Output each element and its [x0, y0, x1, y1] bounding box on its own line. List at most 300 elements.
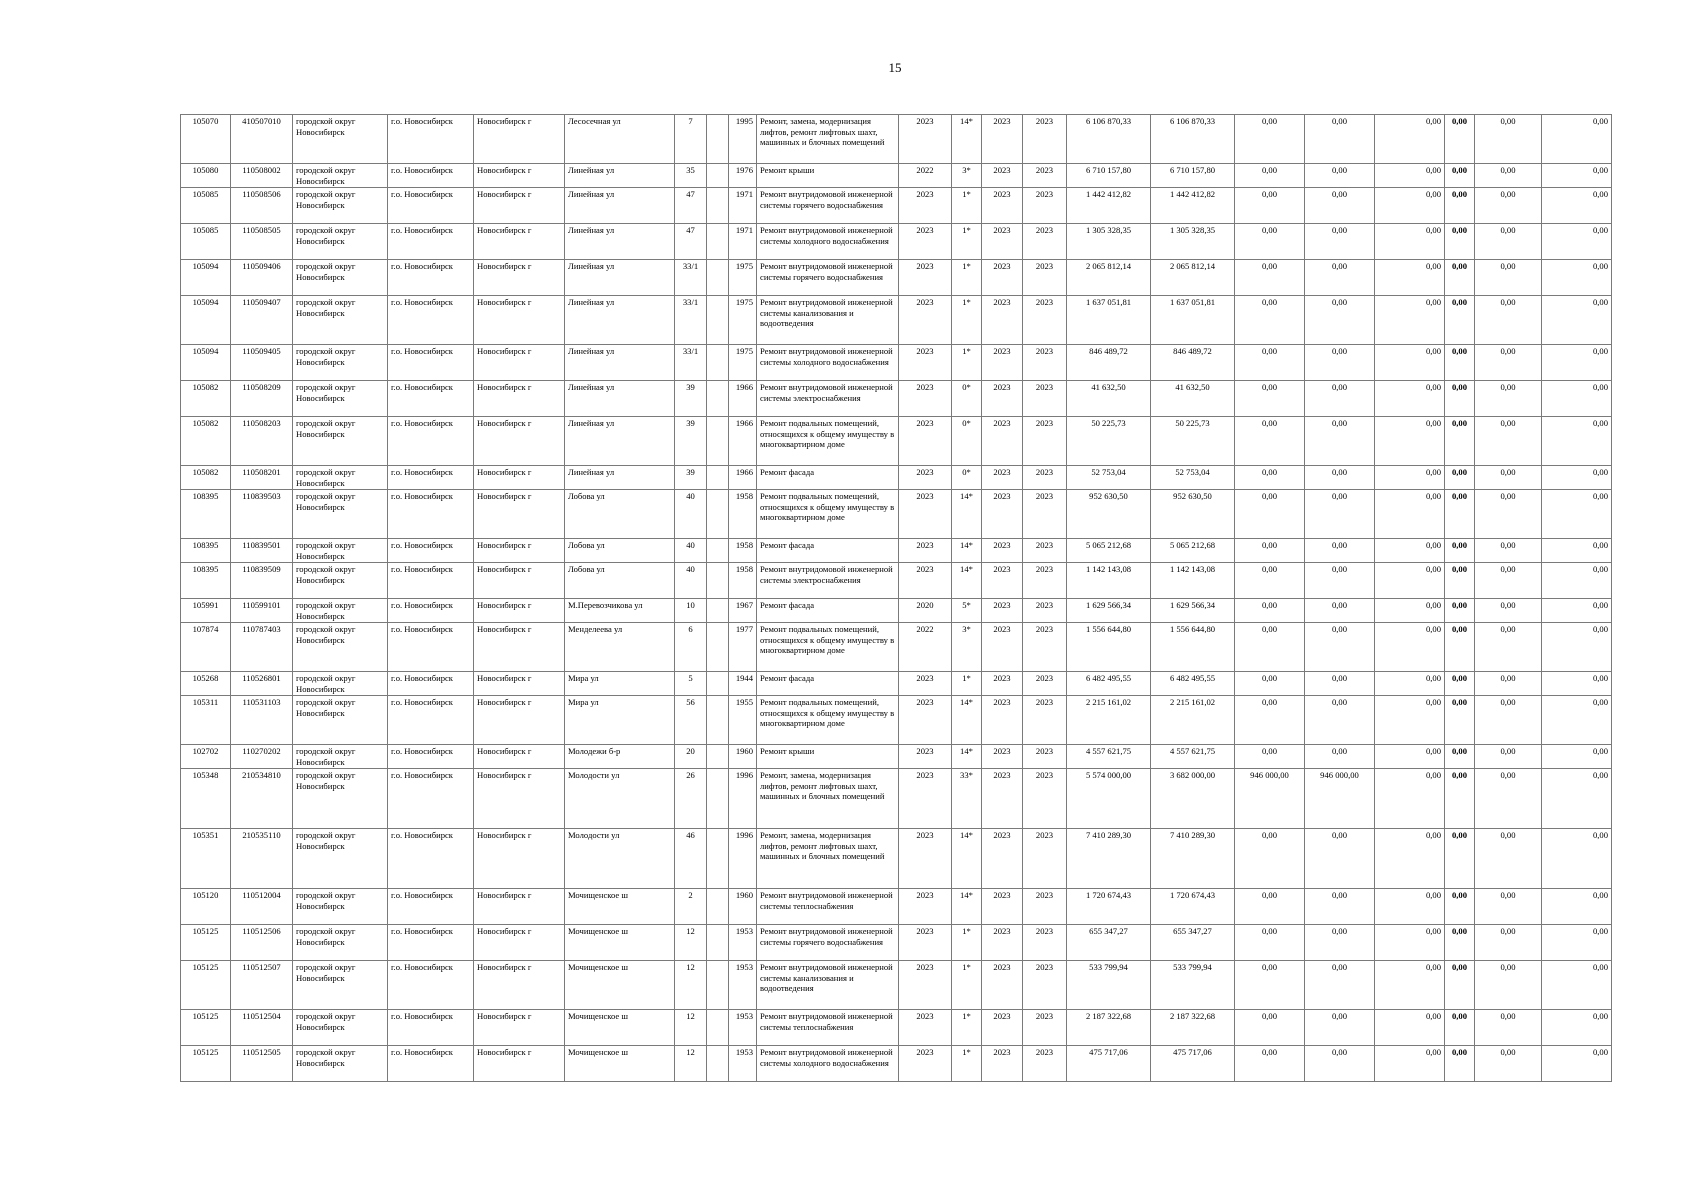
row-extra	[707, 889, 729, 925]
row-code: 110599101	[231, 599, 293, 623]
row-plan-year: 2022	[899, 623, 952, 672]
row-street: Менделеева ул	[565, 623, 675, 672]
row-house: 35	[675, 164, 707, 188]
row-code: 110508203	[231, 417, 293, 466]
row-v4: 0,00	[1445, 1010, 1475, 1046]
row-year: 1976	[729, 164, 757, 188]
row-v1: 0,00	[1235, 466, 1305, 490]
row-num: 0*	[952, 381, 982, 417]
row-num: 14*	[952, 889, 982, 925]
row-code: 110512506	[231, 925, 293, 961]
row-v6: 0,00	[1542, 490, 1612, 539]
row-v5: 0,00	[1475, 623, 1542, 672]
row-cost: 1 442 412,82	[1067, 188, 1151, 224]
table-row	[181, 769, 1612, 829]
table-row	[181, 260, 1612, 296]
row-v4: 0,00	[1445, 381, 1475, 417]
row-v5: 0,00	[1475, 769, 1542, 829]
row-num: 1*	[952, 672, 982, 696]
row-v3: 0,00	[1375, 961, 1445, 1010]
row-cost: 50 225,73	[1067, 417, 1151, 466]
row-city: Новосибирск г	[474, 925, 565, 961]
row-street: Лесосечная ул	[565, 115, 675, 164]
row-code: 110509406	[231, 260, 293, 296]
row-extra	[707, 563, 729, 599]
row-num: 14*	[952, 539, 982, 563]
row-v2: 0,00	[1305, 164, 1375, 188]
row-v2: 0,00	[1305, 224, 1375, 260]
row-cost: 6 482 495,55	[1067, 672, 1151, 696]
row-v3: 0,00	[1375, 563, 1445, 599]
row-v1: 0,00	[1235, 1010, 1305, 1046]
row-code: 410507010	[231, 115, 293, 164]
row-num: 1*	[952, 925, 982, 961]
row-v2: 0,00	[1305, 345, 1375, 381]
row-end-year: 2023	[1023, 1046, 1067, 1082]
row-house: 26	[675, 769, 707, 829]
row-v3: 0,00	[1375, 1046, 1445, 1082]
row-id: 108395	[181, 490, 231, 539]
row-work: Ремонт, замена, модернизация лифтов, ремонт лифтовых шахт, машинных и блочных помещений	[757, 769, 899, 829]
row-v3: 0,00	[1375, 696, 1445, 745]
row-v3: 0,00	[1375, 224, 1445, 260]
row-v1: 0,00	[1235, 1046, 1305, 1082]
row-city: Новосибирск г	[474, 696, 565, 745]
row-okrug: городской округ Новосибирск	[293, 539, 388, 563]
row-num: 1*	[952, 345, 982, 381]
row-v3: 0,00	[1375, 164, 1445, 188]
row-plan-year: 2023	[899, 381, 952, 417]
table-row	[181, 466, 1612, 490]
row-v6: 0,00	[1542, 224, 1612, 260]
row-street: Мочищенское ш	[565, 889, 675, 925]
table-row	[181, 115, 1612, 164]
row-cost: 6 106 870,33	[1067, 115, 1151, 164]
row-v2: 0,00	[1305, 672, 1375, 696]
row-v3: 0,00	[1375, 466, 1445, 490]
row-id: 105094	[181, 260, 231, 296]
row-fund: 1 720 674,43	[1151, 889, 1235, 925]
row-house: 6	[675, 623, 707, 672]
row-cost: 41 632,50	[1067, 381, 1151, 417]
row-go: г.о. Новосибирск	[388, 925, 474, 961]
row-extra	[707, 539, 729, 563]
row-v4: 0,00	[1445, 829, 1475, 889]
row-code: 110509405	[231, 345, 293, 381]
row-extra	[707, 745, 729, 769]
row-end-year: 2023	[1023, 417, 1067, 466]
row-city: Новосибирск г	[474, 539, 565, 563]
row-v4: 0,00	[1445, 925, 1475, 961]
row-v4: 0,00	[1445, 188, 1475, 224]
row-v2: 0,00	[1305, 417, 1375, 466]
row-city: Новосибирск г	[474, 769, 565, 829]
row-code: 110508201	[231, 466, 293, 490]
row-work: Ремонт фасада	[757, 599, 899, 623]
row-city: Новосибирск г	[474, 889, 565, 925]
row-start-year: 2023	[982, 563, 1023, 599]
row-extra	[707, 490, 729, 539]
row-cost: 1 305 328,35	[1067, 224, 1151, 260]
row-start-year: 2023	[982, 961, 1023, 1010]
row-v5: 0,00	[1475, 164, 1542, 188]
row-work: Ремонт внутридомовой инженерной системы теплоснабжения	[757, 889, 899, 925]
row-go: г.о. Новосибирск	[388, 115, 474, 164]
row-v1: 0,00	[1235, 115, 1305, 164]
row-id: 105268	[181, 672, 231, 696]
row-street: Мочищенское ш	[565, 1046, 675, 1082]
row-code: 110508002	[231, 164, 293, 188]
row-end-year: 2023	[1023, 260, 1067, 296]
table-row	[181, 345, 1612, 381]
row-v1: 946 000,00	[1235, 769, 1305, 829]
row-year: 1953	[729, 961, 757, 1010]
row-okrug: городской округ Новосибирск	[293, 417, 388, 466]
row-go: г.о. Новосибирск	[388, 745, 474, 769]
row-v1: 0,00	[1235, 696, 1305, 745]
row-id: 105094	[181, 296, 231, 345]
row-fund: 2 065 812,14	[1151, 260, 1235, 296]
row-v1: 0,00	[1235, 563, 1305, 599]
row-plan-year: 2023	[899, 296, 952, 345]
row-v5: 0,00	[1475, 466, 1542, 490]
row-go: г.о. Новосибирск	[388, 1046, 474, 1082]
row-year: 1944	[729, 672, 757, 696]
row-num: 1*	[952, 1010, 982, 1046]
row-end-year: 2023	[1023, 164, 1067, 188]
row-street: Молодости ул	[565, 769, 675, 829]
row-v6: 0,00	[1542, 696, 1612, 745]
row-v6: 0,00	[1542, 672, 1612, 696]
row-end-year: 2023	[1023, 925, 1067, 961]
row-go: г.о. Новосибирск	[388, 345, 474, 381]
row-id: 105125	[181, 1010, 231, 1046]
row-street: М.Перевозчикова ул	[565, 599, 675, 623]
row-cost: 5 574 000,00	[1067, 769, 1151, 829]
row-v2: 0,00	[1305, 1046, 1375, 1082]
row-okrug: городской округ Новосибирск	[293, 623, 388, 672]
row-go: г.о. Новосибирск	[388, 961, 474, 1010]
row-extra	[707, 769, 729, 829]
row-v1: 0,00	[1235, 490, 1305, 539]
row-v6: 0,00	[1542, 1046, 1612, 1082]
row-v3: 0,00	[1375, 672, 1445, 696]
row-go: г.о. Новосибирск	[388, 490, 474, 539]
row-v1: 0,00	[1235, 260, 1305, 296]
page-number: 15	[888, 60, 902, 75]
row-house: 33/1	[675, 345, 707, 381]
row-street: Мира ул	[565, 672, 675, 696]
row-v1: 0,00	[1235, 745, 1305, 769]
row-end-year: 2023	[1023, 224, 1067, 260]
row-cost: 1 556 644,80	[1067, 623, 1151, 672]
row-street: Линейная ул	[565, 381, 675, 417]
row-id: 105348	[181, 769, 231, 829]
row-v4: 0,00	[1445, 672, 1475, 696]
row-v3: 0,00	[1375, 889, 1445, 925]
row-work: Ремонт внутридомовой инженерной системы электроснабжения	[757, 381, 899, 417]
row-city: Новосибирск г	[474, 345, 565, 381]
row-fund: 475 717,06	[1151, 1046, 1235, 1082]
row-num: 1*	[952, 188, 982, 224]
row-v6: 0,00	[1542, 115, 1612, 164]
row-end-year: 2023	[1023, 745, 1067, 769]
row-year: 1966	[729, 417, 757, 466]
row-city: Новосибирск г	[474, 829, 565, 889]
row-v1: 0,00	[1235, 224, 1305, 260]
row-v4: 0,00	[1445, 417, 1475, 466]
row-v2: 0,00	[1305, 745, 1375, 769]
row-v3: 0,00	[1375, 1010, 1445, 1046]
row-num: 33*	[952, 769, 982, 829]
table-row	[181, 296, 1612, 345]
row-code: 110839503	[231, 490, 293, 539]
row-city: Новосибирск г	[474, 745, 565, 769]
row-code: 210535110	[231, 829, 293, 889]
row-fund: 6 106 870,33	[1151, 115, 1235, 164]
row-v6: 0,00	[1542, 164, 1612, 188]
row-year: 1958	[729, 563, 757, 599]
row-v3: 0,00	[1375, 539, 1445, 563]
row-city: Новосибирск г	[474, 672, 565, 696]
row-v6: 0,00	[1542, 745, 1612, 769]
row-street: Линейная ул	[565, 345, 675, 381]
row-extra	[707, 345, 729, 381]
row-year: 1960	[729, 745, 757, 769]
row-cost: 655 347,27	[1067, 925, 1151, 961]
row-v6: 0,00	[1542, 829, 1612, 889]
row-v1: 0,00	[1235, 539, 1305, 563]
row-num: 1*	[952, 1046, 982, 1082]
row-work: Ремонт внутридомовой инженерной системы горячего водоснабжения	[757, 260, 899, 296]
row-cost: 1 637 051,81	[1067, 296, 1151, 345]
row-code: 110508505	[231, 224, 293, 260]
row-street: Линейная ул	[565, 188, 675, 224]
row-id: 105311	[181, 696, 231, 745]
row-v5: 0,00	[1475, 1010, 1542, 1046]
row-plan-year: 2023	[899, 745, 952, 769]
row-code: 210534810	[231, 769, 293, 829]
row-plan-year: 2023	[899, 925, 952, 961]
row-v6: 0,00	[1542, 188, 1612, 224]
row-city: Новосибирск г	[474, 115, 565, 164]
row-plan-year: 2020	[899, 599, 952, 623]
row-okrug: городской округ Новосибирск	[293, 769, 388, 829]
row-go: г.о. Новосибирск	[388, 296, 474, 345]
row-v4: 0,00	[1445, 769, 1475, 829]
row-house: 12	[675, 1046, 707, 1082]
row-street: Мочищенское ш	[565, 925, 675, 961]
row-year: 1958	[729, 539, 757, 563]
row-code: 110512505	[231, 1046, 293, 1082]
row-house: 33/1	[675, 260, 707, 296]
table-row	[181, 889, 1612, 925]
table-row	[181, 164, 1612, 188]
row-work: Ремонт фасада	[757, 672, 899, 696]
row-cost: 2 065 812,14	[1067, 260, 1151, 296]
row-year: 1953	[729, 1046, 757, 1082]
table-row	[181, 599, 1612, 623]
row-fund: 952 630,50	[1151, 490, 1235, 539]
row-id: 105070	[181, 115, 231, 164]
row-v4: 0,00	[1445, 490, 1475, 539]
row-fund: 1 305 328,35	[1151, 224, 1235, 260]
table-row	[181, 563, 1612, 599]
row-year: 1967	[729, 599, 757, 623]
row-okrug: городской округ Новосибирск	[293, 466, 388, 490]
row-v2: 0,00	[1305, 925, 1375, 961]
row-num: 14*	[952, 696, 982, 745]
row-v5: 0,00	[1475, 925, 1542, 961]
row-fund: 2 215 161,02	[1151, 696, 1235, 745]
row-v1: 0,00	[1235, 381, 1305, 417]
row-city: Новосибирск г	[474, 224, 565, 260]
row-v6: 0,00	[1542, 925, 1612, 961]
row-fund: 6 482 495,55	[1151, 672, 1235, 696]
row-plan-year: 2023	[899, 672, 952, 696]
row-num: 14*	[952, 829, 982, 889]
row-fund: 1 637 051,81	[1151, 296, 1235, 345]
row-okrug: городской округ Новосибирск	[293, 224, 388, 260]
row-cost: 4 557 621,75	[1067, 745, 1151, 769]
row-go: г.о. Новосибирск	[388, 889, 474, 925]
row-id: 105125	[181, 925, 231, 961]
row-okrug: городской округ Новосибирск	[293, 563, 388, 599]
row-id: 105085	[181, 188, 231, 224]
row-go: г.о. Новосибирск	[388, 381, 474, 417]
table-row	[181, 490, 1612, 539]
row-work: Ремонт внутридомовой инженерной системы горячего водоснабжения	[757, 925, 899, 961]
row-end-year: 2023	[1023, 296, 1067, 345]
row-okrug: городской округ Новосибирск	[293, 1010, 388, 1046]
row-v2: 0,00	[1305, 490, 1375, 539]
row-extra	[707, 466, 729, 490]
row-house: 5	[675, 672, 707, 696]
row-end-year: 2023	[1023, 696, 1067, 745]
row-v2: 0,00	[1305, 599, 1375, 623]
row-start-year: 2023	[982, 224, 1023, 260]
row-city: Новосибирск г	[474, 1010, 565, 1046]
row-street: Лобова ул	[565, 490, 675, 539]
row-go: г.о. Новосибирск	[388, 696, 474, 745]
row-year: 1966	[729, 381, 757, 417]
row-work: Ремонт фасада	[757, 539, 899, 563]
row-okrug: городской округ Новосибирск	[293, 188, 388, 224]
row-v2: 0,00	[1305, 623, 1375, 672]
row-v4: 0,00	[1445, 889, 1475, 925]
row-city: Новосибирск г	[474, 466, 565, 490]
row-plan-year: 2023	[899, 696, 952, 745]
row-work: Ремонт крыши	[757, 745, 899, 769]
row-year: 1996	[729, 769, 757, 829]
row-okrug: городской округ Новосибирск	[293, 599, 388, 623]
row-go: г.о. Новосибирск	[388, 539, 474, 563]
row-extra	[707, 164, 729, 188]
row-house: 47	[675, 224, 707, 260]
row-fund: 1 142 143,08	[1151, 563, 1235, 599]
row-house: 40	[675, 563, 707, 599]
row-v5: 0,00	[1475, 672, 1542, 696]
row-year: 1995	[729, 115, 757, 164]
row-v2: 0,00	[1305, 260, 1375, 296]
table-row	[181, 829, 1612, 889]
row-street: Линейная ул	[565, 296, 675, 345]
row-work: Ремонт крыши	[757, 164, 899, 188]
row-okrug: городской округ Новосибирск	[293, 164, 388, 188]
row-v4: 0,00	[1445, 164, 1475, 188]
row-street: Линейная ул	[565, 164, 675, 188]
row-v3: 0,00	[1375, 769, 1445, 829]
row-city: Новосибирск г	[474, 563, 565, 599]
row-v4: 0,00	[1445, 563, 1475, 599]
row-city: Новосибирск г	[474, 260, 565, 296]
row-code: 110512504	[231, 1010, 293, 1046]
row-v2: 0,00	[1305, 188, 1375, 224]
row-year: 1966	[729, 466, 757, 490]
row-v1: 0,00	[1235, 188, 1305, 224]
row-street: Линейная ул	[565, 260, 675, 296]
row-fund: 846 489,72	[1151, 345, 1235, 381]
row-num: 3*	[952, 164, 982, 188]
row-start-year: 2023	[982, 381, 1023, 417]
row-extra	[707, 696, 729, 745]
row-num: 0*	[952, 417, 982, 466]
row-id: 107874	[181, 623, 231, 672]
row-v2: 0,00	[1305, 829, 1375, 889]
row-cost: 952 630,50	[1067, 490, 1151, 539]
row-id: 105082	[181, 417, 231, 466]
row-num: 5*	[952, 599, 982, 623]
row-city: Новосибирск г	[474, 188, 565, 224]
row-v6: 0,00	[1542, 1010, 1612, 1046]
row-id: 105080	[181, 164, 231, 188]
row-extra	[707, 829, 729, 889]
table-body	[181, 115, 1612, 1082]
row-extra	[707, 260, 729, 296]
row-id: 108395	[181, 539, 231, 563]
row-year: 1955	[729, 696, 757, 745]
row-extra	[707, 623, 729, 672]
row-code: 110839509	[231, 563, 293, 599]
row-work: Ремонт внутридомовой инженерной системы холодного водоснабжения	[757, 345, 899, 381]
row-v3: 0,00	[1375, 381, 1445, 417]
row-v2: 0,00	[1305, 961, 1375, 1010]
row-work: Ремонт внутридомовой инженерной системы канализования и водоотведения	[757, 296, 899, 345]
row-plan-year: 2023	[899, 466, 952, 490]
row-year: 1953	[729, 925, 757, 961]
row-okrug: городской округ Новосибирск	[293, 260, 388, 296]
row-v3: 0,00	[1375, 623, 1445, 672]
row-end-year: 2023	[1023, 563, 1067, 599]
row-v2: 0,00	[1305, 381, 1375, 417]
row-work: Ремонт подвальных помещений, относящихся к общему имуществу в многоквартирном доме	[757, 417, 899, 466]
row-v6: 0,00	[1542, 466, 1612, 490]
row-year: 1975	[729, 260, 757, 296]
registry-table	[180, 114, 1612, 1082]
row-street: Линейная ул	[565, 417, 675, 466]
row-okrug: городской округ Новосибирск	[293, 672, 388, 696]
row-okrug: городской округ Новосибирск	[293, 296, 388, 345]
row-extra	[707, 417, 729, 466]
row-v2: 946 000,00	[1305, 769, 1375, 829]
row-code: 110512004	[231, 889, 293, 925]
row-plan-year: 2023	[899, 417, 952, 466]
row-v5: 0,00	[1475, 829, 1542, 889]
row-start-year: 2023	[982, 345, 1023, 381]
row-street: Мира ул	[565, 696, 675, 745]
row-start-year: 2023	[982, 745, 1023, 769]
row-go: г.о. Новосибирск	[388, 417, 474, 466]
